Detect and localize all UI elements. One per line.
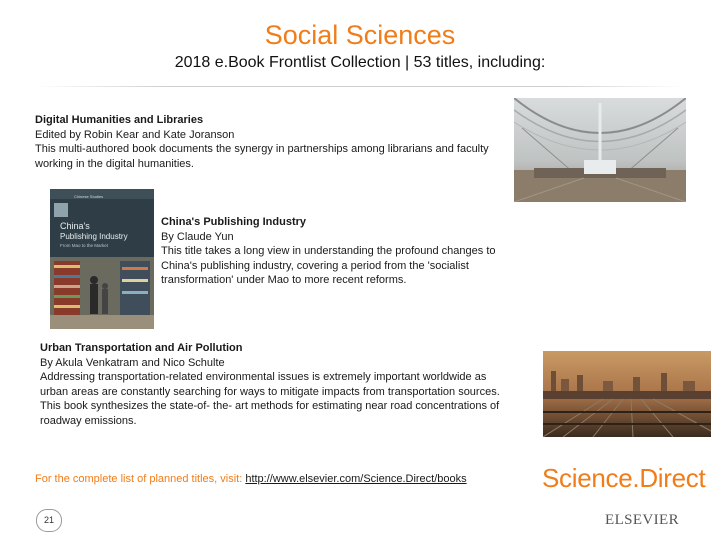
city-railway-photo bbox=[543, 351, 711, 437]
book-cover-image bbox=[50, 189, 154, 329]
divider bbox=[35, 86, 685, 87]
footer-note-text: For the complete list of planned titles, visit: bbox=[35, 473, 243, 485]
book-authors: By Claude Yun bbox=[161, 230, 234, 243]
book-title: Urban Transportation and Air Pollution bbox=[40, 342, 243, 354]
slide-title: Social Sciences bbox=[264, 20, 456, 50]
cover-title-line2: Publishing Industry bbox=[60, 232, 128, 241]
book-authors: Edited by Robin Kear and Kate Joranson bbox=[35, 128, 235, 141]
book-title: China's Publishing Industry bbox=[161, 216, 307, 228]
cover-subtitle: From Mao to the Market bbox=[60, 243, 109, 248]
sciencedirect-logo: Science.Direct bbox=[542, 463, 706, 493]
elsevier-logo: ELSEVIER bbox=[605, 512, 680, 528]
book-description: This title takes a long view in understanding the profound changes to China's publishing industry, covering a period from the 'socialist transformation' under Mao to more recent reforms. bbox=[161, 245, 496, 287]
slide-subtitle: 2018 e.Book Frontlist Collection | 53 titles, including: bbox=[174, 54, 546, 71]
book-china-publishing bbox=[161, 215, 506, 288]
book-description: Addressing transportation-related environmental issues is extremely important worldwide as urban areas are constantly searching for ways to mitigate impacts from transportation sources. This book synthesizes the state-of- the- art methods for estimating near road concentrations of roadway emissions. bbox=[40, 371, 500, 427]
book-urban-transportation bbox=[40, 341, 515, 429]
cover-series: Chinese Studies bbox=[74, 194, 104, 199]
book-authors: By Akula Venkatram and Nico Schulte bbox=[40, 356, 225, 369]
book-description: This multi-authored book documents the synergy in partnerships among librarians and faculty working in the digital humanities. bbox=[35, 143, 489, 170]
library-hall-photo bbox=[514, 98, 686, 202]
footer-note bbox=[35, 473, 535, 485]
collection-link[interactable]: http://www.elsevier.com/Science.Direct/books bbox=[245, 473, 467, 485]
cover-title-line1: China's bbox=[60, 221, 90, 231]
page-number: 21 bbox=[36, 509, 62, 532]
book-digital-humanities bbox=[35, 113, 505, 171]
book-title: Digital Humanities and Libraries bbox=[35, 114, 204, 126]
